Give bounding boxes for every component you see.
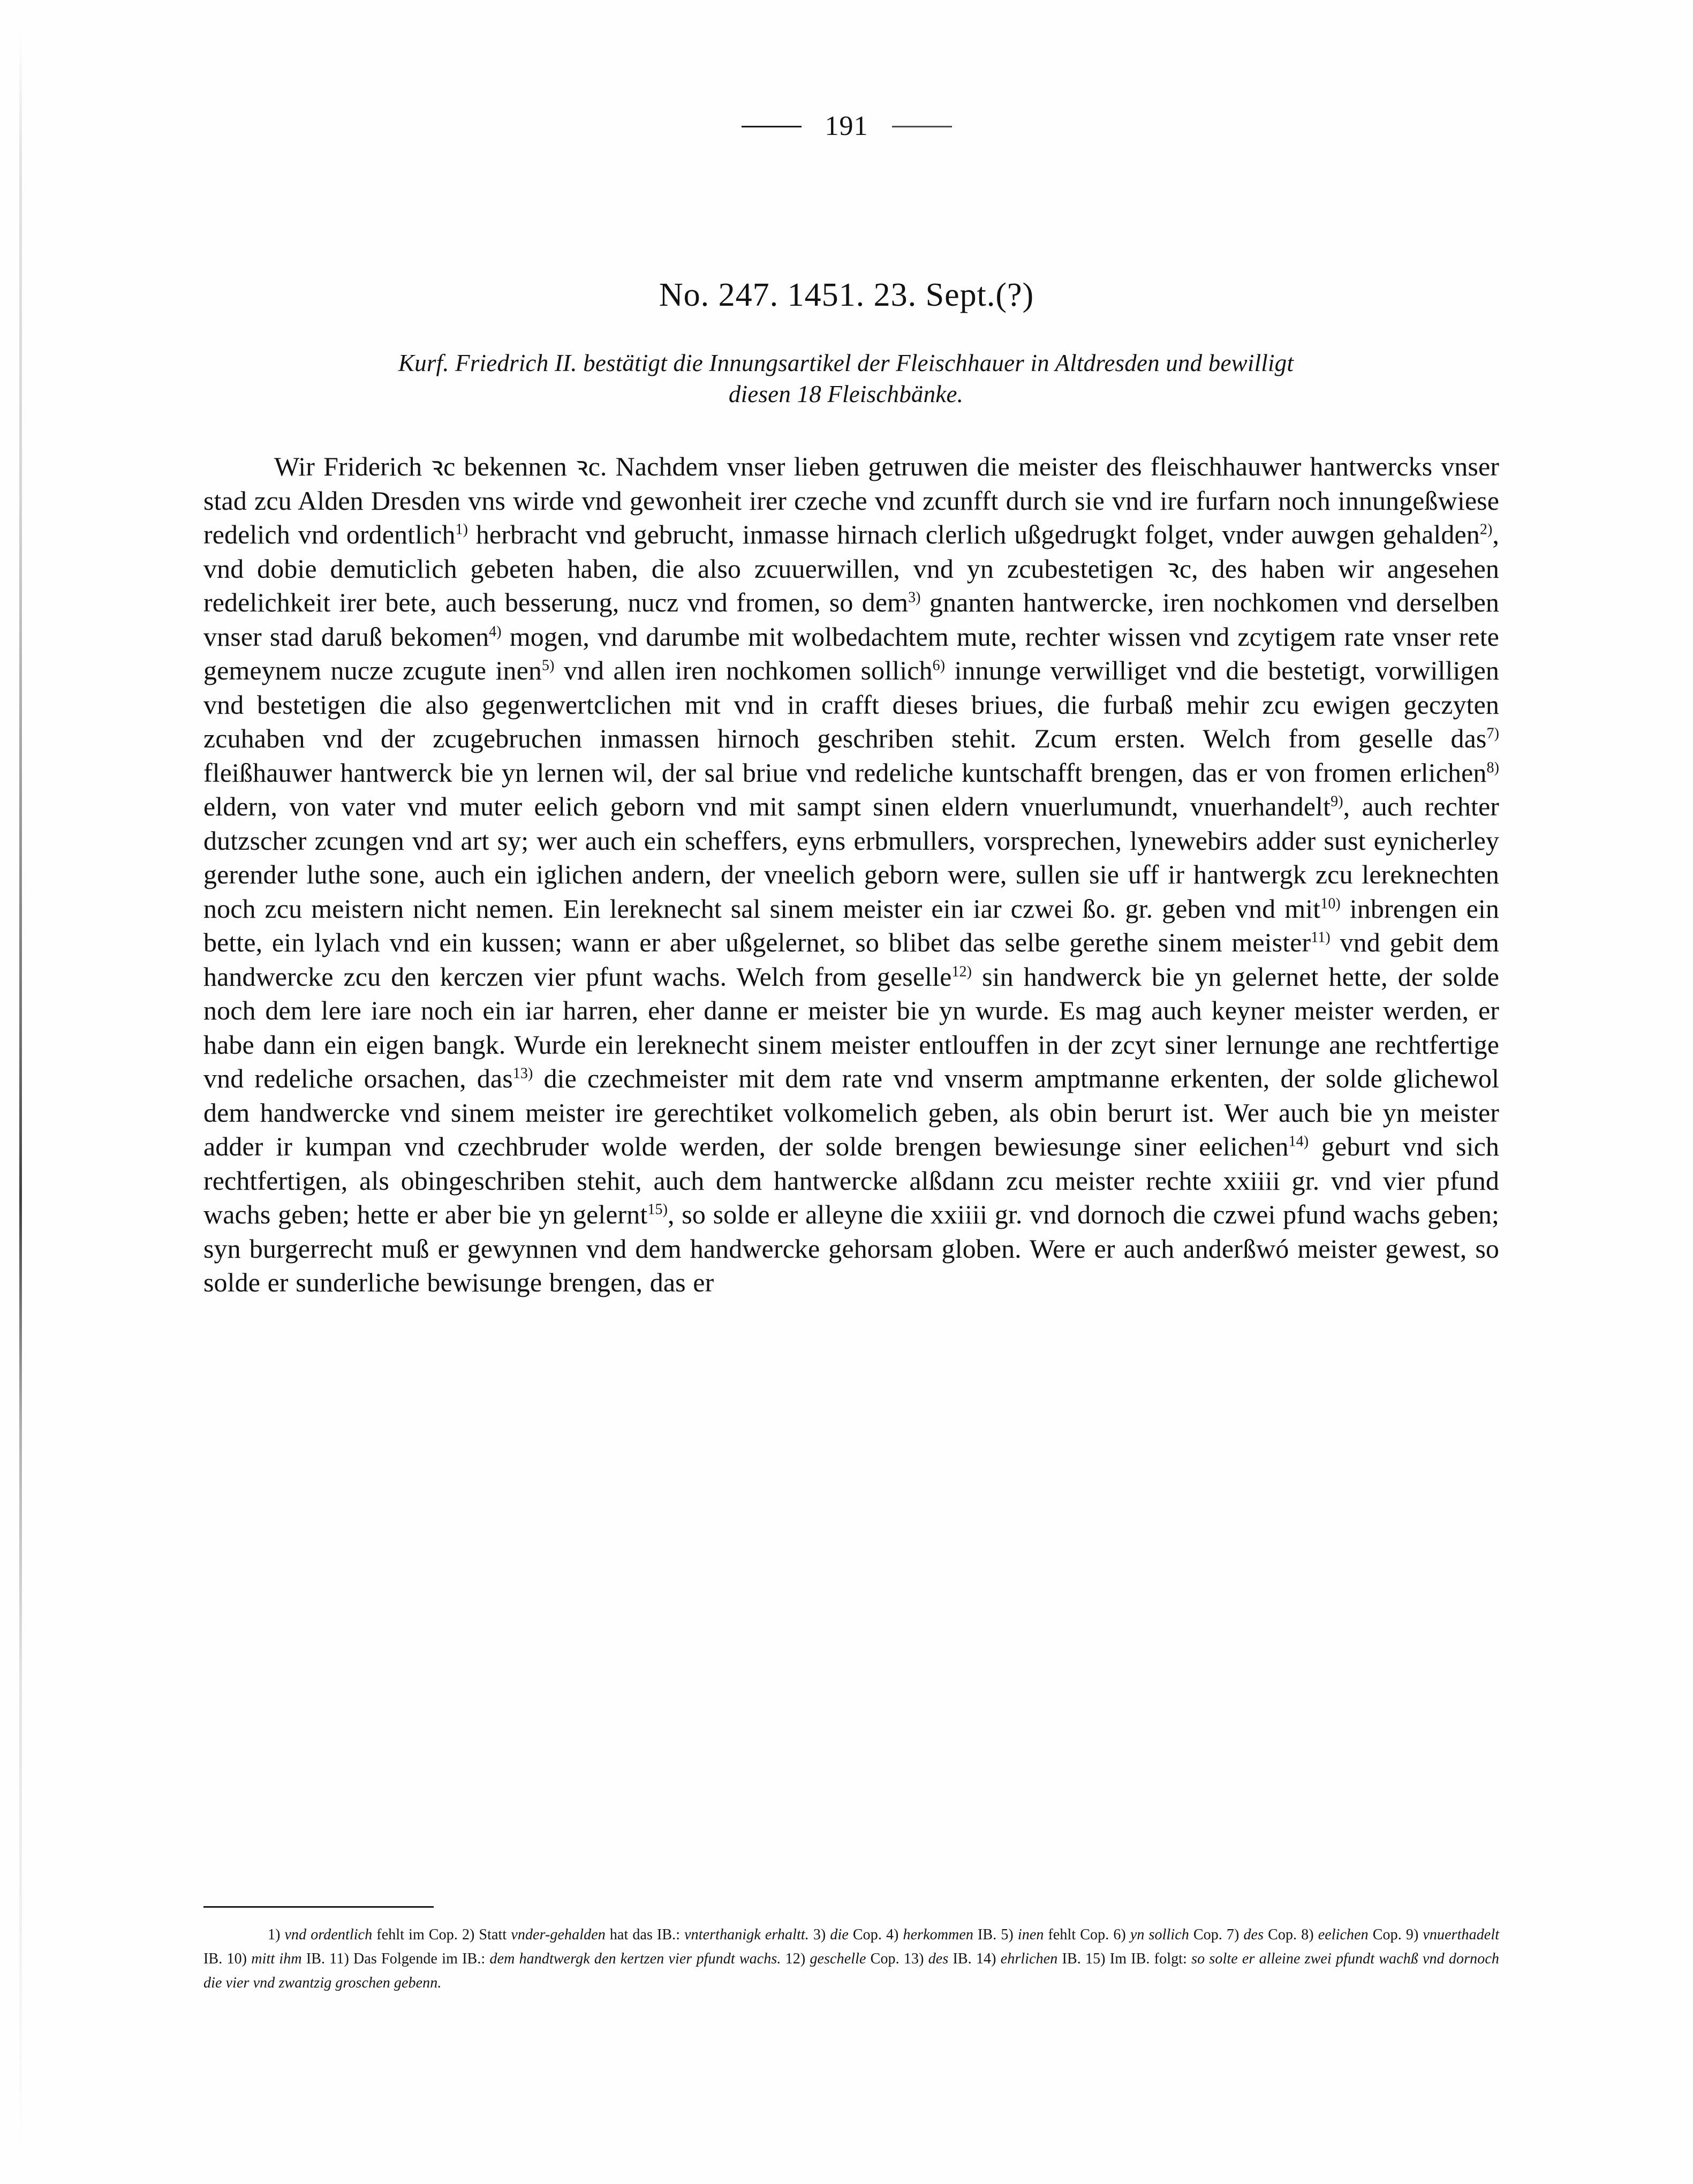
footnote-lemma: eelichen bbox=[1318, 1926, 1369, 1943]
footnote-ref-5: 5) bbox=[541, 657, 555, 674]
regest-line-1: Kurf. Friedrich II. bestätigt die Innungsartikel der Fleischhauer in Altdresden und bewilligt bbox=[398, 350, 1294, 376]
footnote-item bbox=[226, 1951, 325, 1967]
footnote-text: hat das IB.: bbox=[605, 1926, 685, 1943]
footnote-item bbox=[976, 1951, 1081, 1967]
footnote-number: 6) bbox=[1113, 1926, 1130, 1943]
footnote-item bbox=[1301, 1926, 1402, 1943]
scan-gutter-artifact bbox=[19, 32, 22, 2152]
footnote-ref-8: 8) bbox=[1486, 759, 1499, 776]
footnote-lemma: des bbox=[928, 1951, 949, 1967]
footnote-item bbox=[886, 1926, 996, 1943]
footnote-ref-9: 9) bbox=[1331, 793, 1343, 810]
footnote-number: 10) bbox=[226, 1951, 252, 1967]
footnote-number: 2) bbox=[462, 1926, 479, 1943]
footnote-number: 12) bbox=[785, 1951, 810, 1967]
footnote-lemma: vnterthanigk erhaltt. bbox=[684, 1926, 809, 1943]
footnote-text: IB. bbox=[1057, 1951, 1081, 1967]
footnote-number: 7) bbox=[1226, 1926, 1244, 1943]
page-number: 191 bbox=[825, 111, 868, 141]
footnote-ref-7: 7) bbox=[1486, 725, 1499, 742]
footnote-lemma: dem handtwergk den kertzen vier pfundt wachs. bbox=[489, 1951, 781, 1967]
running-head-rule-left bbox=[742, 126, 802, 127]
footnote-separator-rule bbox=[203, 1906, 434, 1908]
footnote-ref-15: 15) bbox=[647, 1201, 668, 1218]
footnote-text: fehlt im Cop. bbox=[372, 1926, 458, 1943]
footnote-lemma: so solte er alleine zwei pfundt wachß vnd dornoch die vier vnd zwantzig groschen gebenn. bbox=[203, 1951, 1499, 1991]
footnote-ref-6: 6) bbox=[932, 657, 946, 674]
footnote-lemma: vnd ordentlich bbox=[284, 1926, 373, 1943]
footnote-text: Cop. bbox=[1368, 1926, 1402, 1943]
footnote-item bbox=[329, 1951, 781, 1967]
footnote-number: 1) bbox=[268, 1926, 285, 1943]
footnote-lemma: die bbox=[830, 1926, 849, 1943]
footnote-text: Cop. bbox=[866, 1951, 900, 1967]
document-regest bbox=[203, 348, 1488, 410]
footnote-lemma: vnder-gehalden bbox=[511, 1926, 606, 1943]
footnote-item bbox=[813, 1926, 882, 1943]
footnote-ref-3: 3) bbox=[908, 589, 921, 606]
footnote-item bbox=[904, 1951, 972, 1967]
footnote-block bbox=[203, 1906, 1499, 1995]
footnote-number: 13) bbox=[903, 1951, 928, 1967]
footnote-lemma: des bbox=[1243, 1926, 1264, 1943]
footnote-text: fehlt Cop. bbox=[1044, 1926, 1109, 1943]
footnote-number: 8) bbox=[1301, 1926, 1318, 1943]
footnote-lemma: inen bbox=[1017, 1926, 1044, 1943]
footnote-text: IB. bbox=[203, 1951, 223, 1967]
footnote-text: Cop. bbox=[1189, 1926, 1222, 1943]
footnote-lemma: yn sollich bbox=[1130, 1926, 1189, 1943]
footnote-text: Das Folgende im IB.: bbox=[353, 1951, 490, 1967]
footnote-item bbox=[1227, 1926, 1297, 1943]
footnote-ref-1: 1) bbox=[455, 521, 468, 538]
footnote-ref-14: 14) bbox=[1288, 1133, 1309, 1150]
footnote-number: 3) bbox=[813, 1926, 830, 1943]
footnote-item bbox=[1001, 1926, 1109, 1943]
footnote-item bbox=[462, 1926, 809, 1943]
footnote-item bbox=[1113, 1926, 1222, 1943]
footnote-list bbox=[203, 1923, 1499, 1995]
footnote-item bbox=[785, 1951, 900, 1967]
regest-line-2: diesen 18 Fleischbänke. bbox=[728, 380, 964, 407]
footnote-lemma: vnuerthadelt bbox=[1423, 1926, 1500, 1943]
footnote-ref-10: 10) bbox=[1320, 895, 1341, 912]
footnote-lemma: mitt ihm bbox=[251, 1951, 302, 1967]
footnote-text: IB. bbox=[301, 1951, 326, 1967]
running-head-rule-right bbox=[892, 126, 952, 127]
footnote-ref-11: 11) bbox=[1311, 929, 1331, 946]
footnote-text: IB. bbox=[973, 1926, 997, 1943]
footnote-number: 14) bbox=[976, 1951, 1001, 1967]
footnote-number: 11) bbox=[329, 1951, 354, 1967]
footnote-text: Statt bbox=[479, 1926, 511, 1943]
footnote-ref-13: 13) bbox=[512, 1065, 533, 1082]
footnote-text: IB. bbox=[948, 1951, 972, 1967]
footnote-text: Cop. bbox=[848, 1926, 882, 1943]
footnote-lemma: ehrlichen bbox=[1000, 1951, 1058, 1967]
footnote-item bbox=[268, 1926, 458, 1943]
footnote-text: Im IB. folgt: bbox=[1109, 1951, 1192, 1967]
footnote-lemma: herkommen bbox=[903, 1926, 974, 1943]
document-number-heading: No. 247. 1451. 23. Sept.(?) bbox=[659, 277, 1034, 313]
footnote-number: 5) bbox=[1001, 1926, 1018, 1943]
footnote-text: Cop. bbox=[1264, 1926, 1297, 1943]
running-head bbox=[0, 112, 1693, 140]
footnote-ref-4: 4) bbox=[489, 623, 502, 640]
footnote-number: 9) bbox=[1405, 1926, 1423, 1943]
footnote-number: 4) bbox=[886, 1926, 903, 1943]
footnote-ref-12: 12) bbox=[951, 963, 972, 980]
footnote-number: 15) bbox=[1085, 1951, 1110, 1967]
charter-body-text: Wir Friderich ꝛc bekennen ꝛc. Nachdem vnser lieben getruwen die meister des fleischhauwer hantwercks vnser stad zcu Alden Dresden vns wirde vnd gewonheit irer czeche vnd zcunfft durch sie vnd ire furfarn noch innungeßwiese redelich vnd ordentlich$^{1)}$ herbracht vnd gebrucht, inmasse hirnach clerlich ußgedrugkt folget, vnder auwgen gehalden$^{2)}$, vnd dobie demuticlich gebeten haben, die also zcuuerwillen, vnd yn zcubestetigen ꝛc, des haben wir angesehen redelichkeit irer bete, auch besserung, nucz vnd fromen, so dem$^{3)}$ gnanten hantwercke, iren nochkomen vnd derselben vnser stad daruß bekomen$^{4)}$ mogen, vnd darumbe mit wolbedachtem mute, rechter wissen vnd zcytigem rate vnser rete gemeynem nucze zcugute inen$^{5)}$ vnd allen iren nochkomen sollich$^{6)}$ innunge verwilliget vnd die bestetigt, vorwilligen vnd bestetigen die also gegenwertclichen mit vnd in crafft dieses briues, die furbaß mehir zcu ewigen geczyten zcuhaben vnd der zcugebruchen inmassen hirnoch geschriben stehit. Zcum ersten. Welch from geselle das$^{7)}$ fleißhauwer hantwerck bie yn lernen wil, der sal briue vnd redeliche kuntschafft brengen, das er von fromen erlichen$^{8)}$ eldern, von vater vnd muter eelich geborn vnd mit sampt sinen eldern vnuerlumundt, vnuerhandelt$^{9)}$, auch rechter dutzscher zcungen vnd art sy; wer auch ein scheffers, eyns erbmullers, vorsprechen, lynewebirs adder sust eynicherley gerender luthe sone, auch ein iglichen andern, der vneelich geborn were, sullen sie uff ir hantwergk zcu lereknechten noch zcu meistern nicht nemen. Ein lereknecht sal sinem meister ein iar czwei ßo. gr. geben vnd mit$^{10)}$ inbrengen ein bette, ein lylach vnd ein kussen; wann er aber ußgelernet, so blibet das selbe gerethe sinem meister$^{11)}$ vnd gebit dem handwercke zcu den kerczen vier pfunt wachs. Welch from geselle$^{12)}$ sin handwerck bie yn gelernet hette, der solde noch dem lere iare noch ein iar harren, eher danne er meister bie yn wurde. Es mag auch keyner meister werden, er habe dann ein eigen bangk. Wurde ein lereknecht sinem meister entlouffen in der zcyt siner lernunge ane rechtfertige vnd redeliche orsachen, das$^{13)}$ die czechmeister mit dem rate vnd vnserm amptmanne erkenten, der solde glichewol dem handwercke vnd sinem meister ire gerechtiket volkomelich geben, als obin berurt ist. Wer auch bie yn meister adder ir kumpan vnd czechbruder wolde werden, der solde brengen bewiesunge siner eelichen$^{14)}$ geburt vnd sich rechtfertigen, als obingeschriben stehit, auch dem hantwercke alßdann zcu meister rechte xxiiii gr. vnd vier pfund wachs geben; hette er aber bie yn gelernt$^{15)}$, so solde er alleyne die xxiiii gr. vnd dornoch die czwei pfund wachs geben; syn burgerrecht muß er gewynnen vnd dem handwercke gehorsam globen. Were er auch anderßwó meister gewest, so solde er sunderliche bewisunge brengen, das er bbox=[203, 451, 1500, 1297]
footnote-lemma: geschelle bbox=[810, 1951, 866, 1967]
footnote-ref-2: 2) bbox=[1479, 521, 1493, 538]
